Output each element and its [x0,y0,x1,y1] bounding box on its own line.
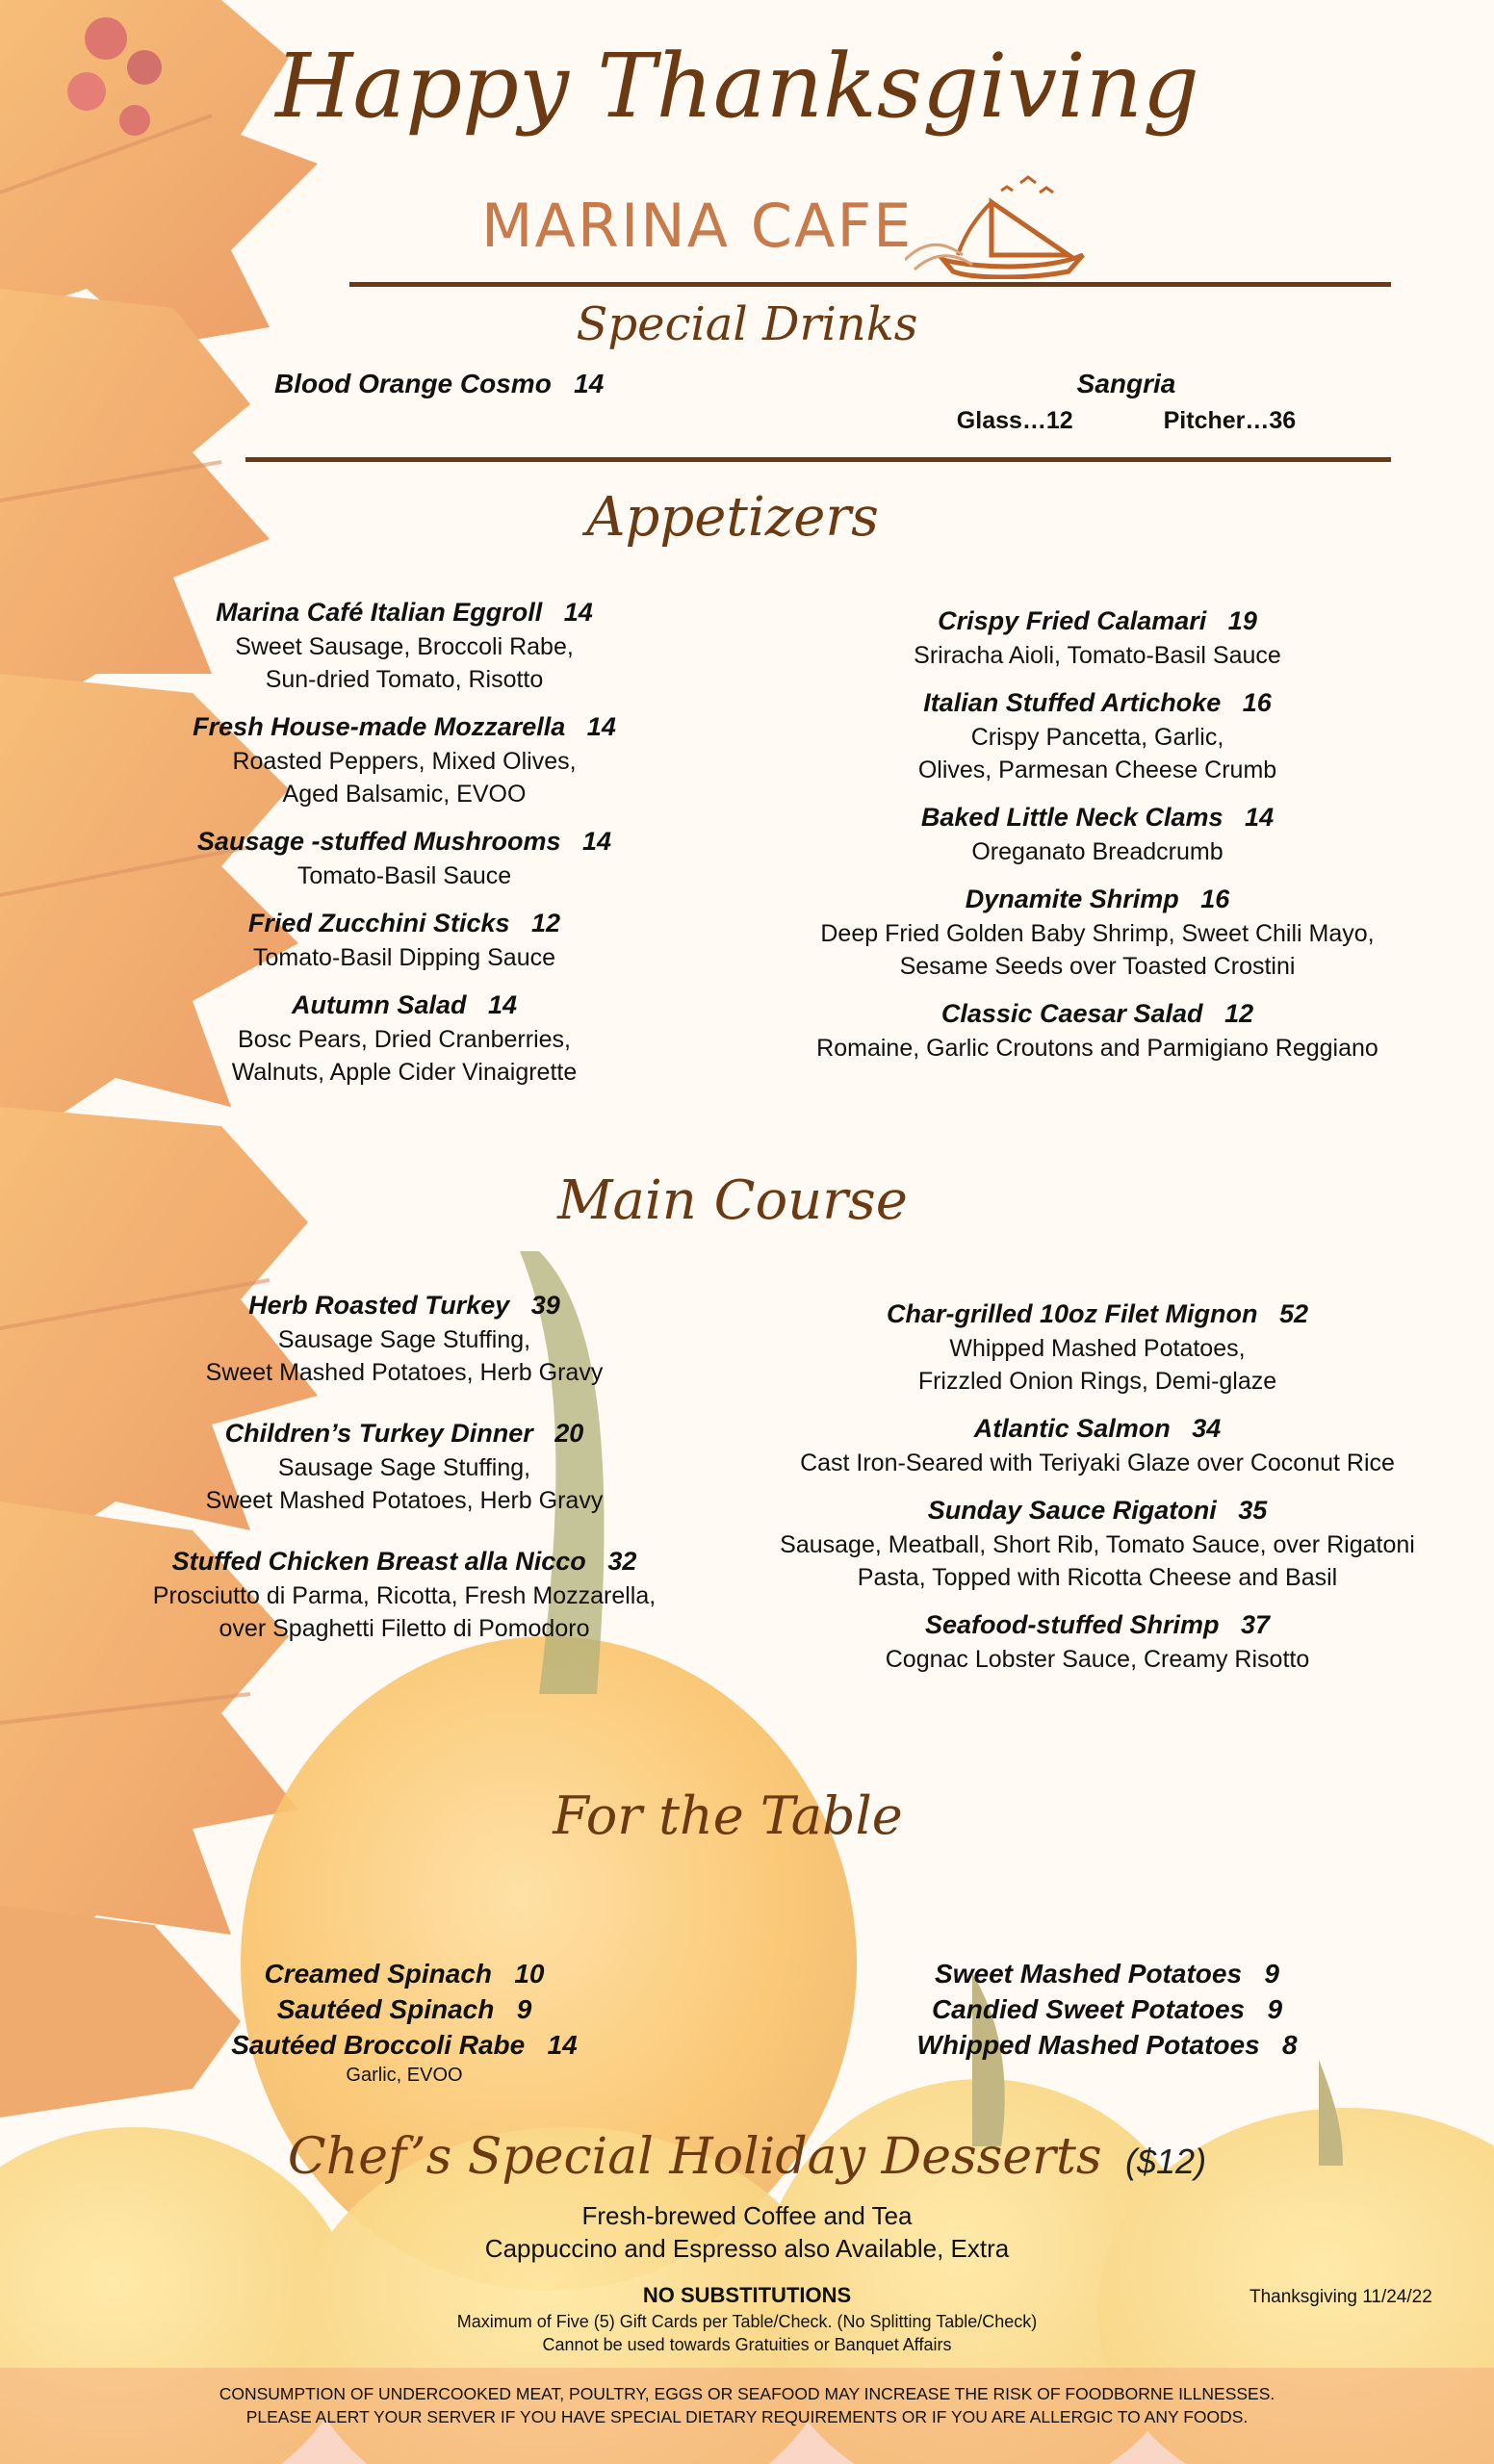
menu-item-description: Tomato-Basil Dipping Sauce [252,944,556,971]
side-item-name: Whipped Mashed Potatoes [916,2030,1260,2060]
menu-item [751,996,1444,1065]
dessert-line: Cappuccino and Espresso also Available, Extra [484,2234,1010,2263]
menu-item-description: over Spaghetti Filetto di Pomodoro [219,1615,590,1642]
brand-name: MARINA CAFE [481,191,914,261]
menu-item-name: Marina Café Italian Eggroll [216,598,543,627]
menu-item-price: 52 [1278,1299,1309,1328]
side-item-name: Sautéed Spinach [276,1994,495,2024]
sangria-pitcher-price: Pitcher…36 [1163,407,1297,434]
warning-line: CONSUMPTION OF UNDERCOOKED MEAT, POULTRY, EGGS OR SEAFOOD MAY INCREASE THE RISK OF FOODBORNE ILLNESSES. [219,2384,1275,2403]
menu-item-name: Sunday Sauce Rigatoni [927,1496,1217,1525]
side-item-name: Sweet Mashed Potatoes [935,1959,1243,1989]
drink-name: Sangria [1076,369,1176,398]
header-divider [349,282,1391,287]
menu-item-price: 16 [1242,688,1272,717]
menu-item-description: Walnuts, Apple Cider Vinaigrette [231,1059,578,1086]
menu-item-title [135,595,674,630]
menu-item [751,1493,1444,1594]
menu-item-title [751,603,1444,639]
sangria-glass-price: Glass…12 [956,407,1073,434]
menu-item-name: Baked Little Neck Clams [920,803,1224,832]
main-course-heading: Main Course [557,1169,908,1232]
menu-item [751,603,1444,672]
main-course-right-column [751,1296,1444,1689]
gratuity-note: Cannot be used towards Gratuities or Banquet Affairs [542,2335,952,2354]
menu-item-price: 35 [1238,1496,1268,1525]
sides-right-column [857,1956,1357,2063]
dessert-line: Fresh-brewed Coffee and Tea [581,2201,913,2230]
menu-item-title [751,996,1444,1032]
menu-item-description: Sesame Seeds over Toasted Crostini [899,953,1296,980]
menu-item-description: Roasted Peppers, Mixed Olives, [232,748,577,775]
appetizers-heading: Appetizers [586,486,879,549]
menu-item [135,595,674,696]
side-note: Garlic, EVOO [346,2065,463,2086]
side-item-price: 9 [1267,1994,1283,2024]
menu-item-price: 34 [1192,1414,1222,1443]
menu-item-description: Deep Fried Golden Baby Shrimp, Sweet Chili Mayo, [820,920,1375,947]
menu-item-name: Herb Roasted Turkey [248,1291,510,1320]
side-item [173,2027,635,2063]
menu-item-title [751,1411,1444,1447]
menu-item-name: Fresh House-made Mozzarella [193,712,566,741]
menu-item-title [751,1493,1444,1528]
menu-item-description: Sweet Mashed Potatoes, Herb Gravy [205,1487,604,1514]
menu-item-price: 14 [582,827,612,856]
menu-item [135,1416,674,1517]
menu-item-title [751,882,1444,917]
main-course-left-column [135,1288,674,1672]
menu-item-description: Sweet Sausage, Broccoli Rabe, [235,633,574,660]
menu-item [135,1288,674,1389]
menu-item-price: 32 [607,1547,637,1576]
side-item-name: Creamed Spinach [264,1959,493,1989]
side-item-name: Sautéed Broccoli Rabe [231,2030,526,2060]
drinks-divider [245,457,1391,462]
side-item-price: 9 [516,1994,532,2024]
menu-item-description: Aged Balsamic, EVOO [282,781,527,808]
menu-item-description: Cast Iron-Seared with Teriyaki Glaze over Coconut Rice [800,1450,1395,1476]
drinks-heading: Special Drinks [576,297,918,351]
menu-item [135,1544,674,1645]
desserts-price: ($12) [1125,2142,1207,2181]
desserts-details [0,2199,1494,2265]
menu-item [135,824,674,892]
for-the-table-heading: For the Table [553,1785,903,1846]
menu-item-description: Prosciutto di Parma, Ricotta, Fresh Mozzarella, [152,1582,657,1609]
menu-item-description: Oreganato Breadcrumb [971,838,1224,865]
side-item [857,1991,1357,2027]
menu-item-title [135,1288,674,1323]
menu-item-name: Crispy Fried Calamari [938,606,1207,635]
menu-item-description: Sausage, Meatball, Short Rib, Tomato Sauce, over Rigatoni [780,1531,1415,1558]
menu-item-description: Sausage Sage Stuffing, [277,1326,531,1353]
menu-item [135,988,674,1089]
menu-item-price: 14 [586,712,616,741]
menu-item-description: Sriracha Aioli, Tomato-Basil Sauce [914,642,1281,669]
menu-item-price: 14 [563,598,593,627]
menu-item-description: Romaine, Garlic Croutons and Parmigiano Reggiano [816,1035,1378,1062]
menu-item [751,1411,1444,1479]
menu-item-name: Dynamite Shrimp [965,885,1179,913]
drink-sangria [943,366,1309,437]
side-item-price: 8 [1282,2030,1298,2060]
menu-item-description: Sausage Sage Stuffing, [277,1454,531,1481]
menu-item-description: Crispy Pancetta, Garlic, [970,724,1224,751]
side-item [173,1956,635,1991]
menu-item-price: 14 [1245,803,1275,832]
side-item-name: Candied Sweet Potatoes [931,1994,1246,2024]
menu-item-description: Bosc Pears, Dried Cranberries, [238,1026,571,1053]
menu-date: Thanksgiving 11/24/22 [1249,2287,1432,2307]
drink-name: Blood Orange Cosmo [274,369,552,398]
menu-item-title [751,1607,1444,1643]
menu-item-name: Atlantic Salmon [973,1414,1171,1443]
menu-item-title [135,709,674,745]
drink-blood-orange-cosmo [274,366,604,402]
side-item-price: 14 [547,2030,578,2060]
menu-item-title [135,824,674,860]
menu-item-description: Olives, Parmesan Cheese Crumb [917,757,1277,783]
menu-item-description: Pasta, Topped with Ricotta Cheese and Basil [857,1564,1338,1591]
side-item [857,1956,1357,1991]
menu-item-description: Sun-dried Tomato, Risotto [265,666,544,693]
menu-item-name: Italian Stuffed Artichoke [923,688,1222,717]
appetizers-right-column [751,603,1444,1078]
side-item [857,2027,1357,2063]
side-item [173,1991,635,2027]
menu-item [751,685,1444,786]
menu-item-name: Autumn Salad [291,990,467,1019]
menu-item [751,1607,1444,1676]
page-title: Happy Thanksgiving [275,35,1199,138]
gift-card-note: Maximum of Five (5) Gift Cards per Table/Check. (No Splitting Table/Check) [456,2312,1038,2331]
desserts-heading-row [0,2122,1494,2192]
drink-price: 14 [574,369,605,398]
sides-left-column [173,1956,635,2088]
appetizers-left-column [135,595,674,1102]
menu-item-title [135,906,674,941]
warning-line: PLEASE ALERT YOUR SERVER IF YOU HAVE SPECIAL DIETARY REQUIREMENTS OR IF YOU ARE ALLERGIC TO ANY FOODS. [245,2407,1249,2426]
menu-item-price: 20 [554,1419,584,1448]
menu-item-title [135,1544,674,1579]
menu-item-title [751,800,1444,835]
menu-item-description: Cognac Lobster Sauce, Creamy Risotto [885,1646,1310,1673]
sailboat-icon [905,164,1097,279]
menu-item-description: Sweet Mashed Potatoes, Herb Gravy [205,1359,604,1386]
menu-item-title [135,1416,674,1451]
menu-item-description: Frizzled Onion Rings, Demi-glaze [917,1368,1277,1395]
brand-logo [481,164,1117,279]
menu-item-description: Tomato-Basil Sauce [296,862,512,889]
menu-item-price: 12 [1224,999,1254,1028]
menu-item-name: Char-grilled 10oz Filet Mignon [886,1299,1258,1328]
desserts-heading: Chef’s Special Holiday Desserts [287,2128,1102,2186]
no-substitutions-note: NO SUBSTITUTIONS [642,2283,852,2307]
menu-item-title [135,988,674,1023]
menu-item-name: Seafood-stuffed Shrimp [924,1610,1220,1639]
menu-item-price: 37 [1241,1610,1271,1639]
side-item-price: 9 [1264,1959,1279,1989]
menu-item-price: 19 [1227,606,1257,635]
menu-item-title [751,685,1444,721]
menu-item-name: Sausage -stuffed Mushrooms [196,827,561,856]
menu-item [135,906,674,974]
menu-item-price: 14 [487,990,518,1019]
menu-item-name: Classic Caesar Salad [940,999,1203,1028]
menu-item [751,1296,1444,1398]
menu-item-price: 12 [531,909,561,937]
menu-item-price: 16 [1200,885,1230,913]
menu-item-name: Stuffed Chicken Breast alla Nicco [171,1547,586,1576]
menu-item-description: Whipped Mashed Potatoes, [949,1335,1246,1362]
side-item-price: 10 [514,1959,545,1989]
food-safety-warning [0,2382,1494,2428]
menu-item [751,882,1444,983]
menu-item [751,800,1444,868]
menu-item-title [751,1296,1444,1332]
menu-item [135,709,674,810]
menu-item-price: 39 [530,1291,560,1320]
menu-item-name: Children’s Turkey Dinner [224,1419,533,1448]
menu-item-name: Fried Zucchini Sticks [247,909,510,937]
